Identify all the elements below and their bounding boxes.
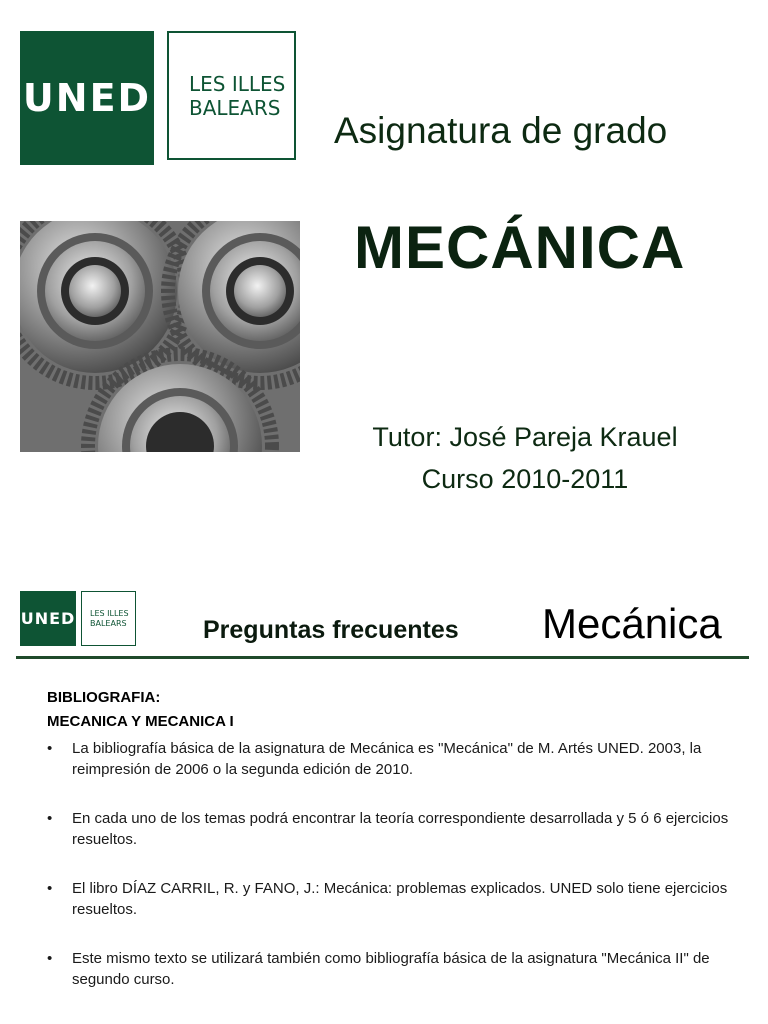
bullet-marker: • <box>47 950 53 967</box>
illes-balears-small-line2: BALEARS <box>90 618 127 628</box>
illes-balears-small-line1: LES ILLES <box>90 608 129 618</box>
uned-logo-small-text: UNED <box>20 609 76 628</box>
list-item <box>47 808 737 850</box>
section-heading: BIBLIOGRAFIA: <box>47 689 161 706</box>
illes-balears-line2: BALEARS <box>189 95 281 120</box>
list-item <box>47 878 737 920</box>
uned-logo <box>20 31 154 165</box>
course-title: MECÁNICA <box>354 214 686 281</box>
tutor-line: Tutor: José Pareja Krauel <box>372 422 678 452</box>
bullet-marker: • <box>47 740 53 757</box>
gears-image <box>20 221 300 452</box>
course-year: Curso 2010-2011 <box>421 464 629 494</box>
illes-balears-line1: LES ILLES <box>189 71 286 96</box>
illes-balears-logo <box>167 31 296 160</box>
subject-label: Asignatura de grado <box>334 110 668 151</box>
faq-heading: Preguntas frecuentes <box>203 616 459 644</box>
list-item <box>47 738 737 780</box>
illes-balears-logo-small <box>81 591 136 646</box>
list-item-text: Este mismo texto se utilizará también como bibliografía básica de la asignatura "Mecánica II" de segundo curso. <box>72 950 710 988</box>
list-item-text: La bibliografía básica de la asignatura de Mecánica es "Mecánica" de M. Artés UNED. 2003, la reimpresión de 2006 o la segunda edición de 2010. <box>72 740 702 778</box>
subsection-heading: MECANICA Y MECANICA I <box>47 713 234 730</box>
divider <box>16 656 749 659</box>
list-item <box>47 948 737 990</box>
subject-heading: Mecánica <box>542 600 722 647</box>
uned-logo-text: UNED <box>22 76 152 120</box>
bullet-marker: • <box>47 810 53 827</box>
list-item-text: El libro DÍAZ CARRIL, R. y FANO, J.: Mecánica: problemas explicados. UNED solo tiene ejercicios resueltos. <box>72 880 728 918</box>
list-item-text: En cada uno de los temas podrá encontrar la teoría correspondiente desarrollada y 5 ó 6 ejercicios resueltos. <box>72 810 729 848</box>
bullet-marker: • <box>47 880 53 897</box>
uned-logo-small <box>20 591 76 646</box>
